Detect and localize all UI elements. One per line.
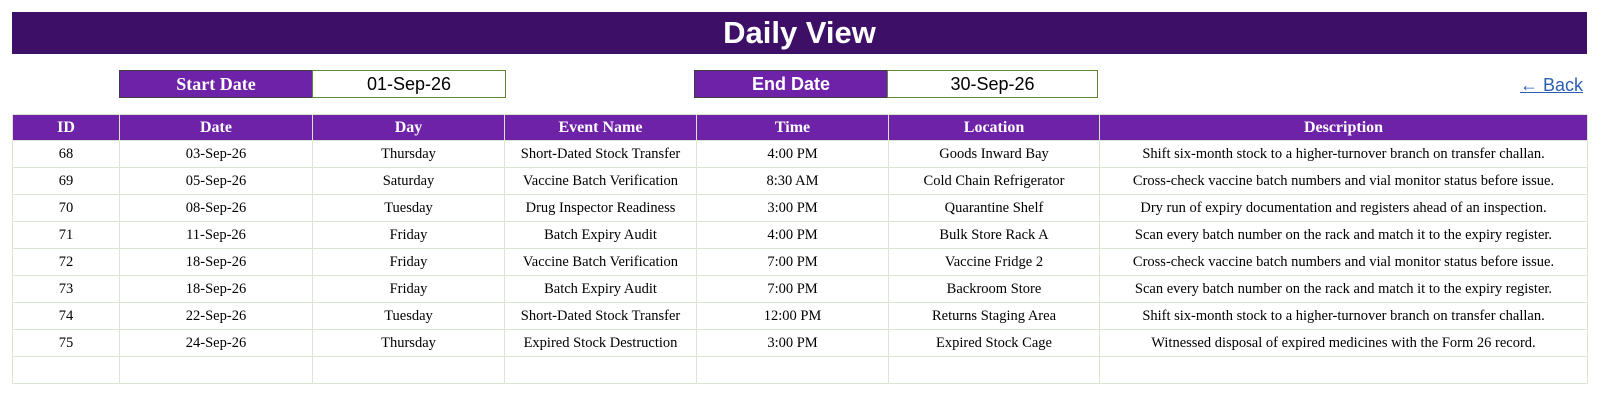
table-row[interactable] (13, 330, 1588, 357)
cell-date: 03-Sep-26 (120, 141, 313, 168)
cell-location (889, 357, 1100, 384)
cell-location: Expired Stock Cage (889, 330, 1100, 357)
cell-date: 18-Sep-26 (120, 249, 313, 276)
cell-event-name: Vaccine Batch Verification (505, 249, 697, 276)
cell-id: 75 (13, 330, 120, 357)
cell-time: 7:00 PM (697, 249, 889, 276)
cell-id: 73 (13, 276, 120, 303)
table-row[interactable] (13, 222, 1588, 249)
table-row[interactable] (13, 357, 1588, 384)
table-header-row (13, 115, 1588, 141)
table-row[interactable] (13, 168, 1588, 195)
cell-time: 7:00 PM (697, 276, 889, 303)
cell-event-name: Expired Stock Destruction (505, 330, 697, 357)
cell-time: 4:00 PM (697, 222, 889, 249)
cell-location: Bulk Store Rack A (889, 222, 1100, 249)
page-title: Daily View (12, 12, 1587, 54)
cell-description (1100, 357, 1588, 384)
start-date-label: Start Date (119, 70, 313, 98)
cell-description: Scan every batch number on the rack and match it to the expiry register. (1100, 222, 1588, 249)
cell-day: Friday (313, 276, 505, 303)
cell-day: Friday (313, 249, 505, 276)
column-header-time: Time (697, 115, 889, 141)
cell-location: Vaccine Fridge 2 (889, 249, 1100, 276)
table-body (13, 141, 1588, 384)
events-table (12, 114, 1588, 384)
cell-day: Saturday (313, 168, 505, 195)
cell-event-name: Drug Inspector Readiness (505, 195, 697, 222)
cell-time: 3:00 PM (697, 195, 889, 222)
cell-location: Returns Staging Area (889, 303, 1100, 330)
cell-id (13, 357, 120, 384)
cell-event-name (505, 357, 697, 384)
cell-time: 12:00 PM (697, 303, 889, 330)
column-header-location: Location (889, 115, 1100, 141)
cell-event-name: Vaccine Batch Verification (505, 168, 697, 195)
cell-time (697, 357, 889, 384)
cell-description: Witnessed disposal of expired medicines with the Form 26 record. (1100, 330, 1588, 357)
cell-id: 72 (13, 249, 120, 276)
cell-day: Friday (313, 222, 505, 249)
start-date-field[interactable]: 01-Sep-26 (312, 70, 506, 98)
cell-date (120, 357, 313, 384)
cell-day (313, 357, 505, 384)
cell-date: 18-Sep-26 (120, 276, 313, 303)
cell-location: Goods Inward Bay (889, 141, 1100, 168)
table-row[interactable] (13, 195, 1588, 222)
cell-day: Tuesday (313, 195, 505, 222)
cell-location: Backroom Store (889, 276, 1100, 303)
cell-time: 4:00 PM (697, 141, 889, 168)
column-header-day: Day (313, 115, 505, 141)
cell-date: 11-Sep-26 (120, 222, 313, 249)
cell-date: 24-Sep-26 (120, 330, 313, 357)
cell-id: 70 (13, 195, 120, 222)
column-header-description: Description (1100, 115, 1588, 141)
end-date-field[interactable]: 30-Sep-26 (887, 70, 1098, 98)
cell-day: Thursday (313, 141, 505, 168)
cell-event-name: Short-Dated Stock Transfer (505, 303, 697, 330)
cell-id: 71 (13, 222, 120, 249)
end-date-label: End Date (694, 70, 888, 98)
column-header-id: ID (13, 115, 120, 141)
cell-id: 69 (13, 168, 120, 195)
cell-time: 8:30 AM (697, 168, 889, 195)
cell-date: 08-Sep-26 (120, 195, 313, 222)
cell-date: 22-Sep-26 (120, 303, 313, 330)
column-header-date: Date (120, 115, 313, 141)
table-row[interactable] (13, 141, 1588, 168)
table-row[interactable] (13, 303, 1588, 330)
cell-id: 68 (13, 141, 120, 168)
cell-location: Quarantine Shelf (889, 195, 1100, 222)
cell-event-name: Batch Expiry Audit (505, 276, 697, 303)
back-link[interactable]: ← Back (1520, 75, 1584, 95)
cell-time: 3:00 PM (697, 330, 889, 357)
cell-date: 05-Sep-26 (120, 168, 313, 195)
column-header-event-name: Event Name (505, 115, 697, 141)
table-row[interactable] (13, 276, 1588, 303)
cell-id: 74 (13, 303, 120, 330)
table-row[interactable] (13, 249, 1588, 276)
cell-description: Scan every batch number on the rack and match it to the expiry register. (1100, 276, 1588, 303)
cell-description: Cross-check vaccine batch numbers and vial monitor status before issue. (1100, 249, 1588, 276)
cell-description: Shift six-month stock to a higher-turnover branch on transfer challan. (1100, 141, 1588, 168)
cell-location: Cold Chain Refrigerator (889, 168, 1100, 195)
cell-description: Cross-check vaccine batch numbers and vial monitor status before issue. (1100, 168, 1588, 195)
cell-description: Shift six-month stock to a higher-turnover branch on transfer challan. (1100, 303, 1588, 330)
cell-event-name: Short-Dated Stock Transfer (505, 141, 697, 168)
cell-day: Thursday (313, 330, 505, 357)
cell-description: Dry run of expiry documentation and registers ahead of an inspection. (1100, 195, 1588, 222)
cell-event-name: Batch Expiry Audit (505, 222, 697, 249)
cell-day: Tuesday (313, 303, 505, 330)
